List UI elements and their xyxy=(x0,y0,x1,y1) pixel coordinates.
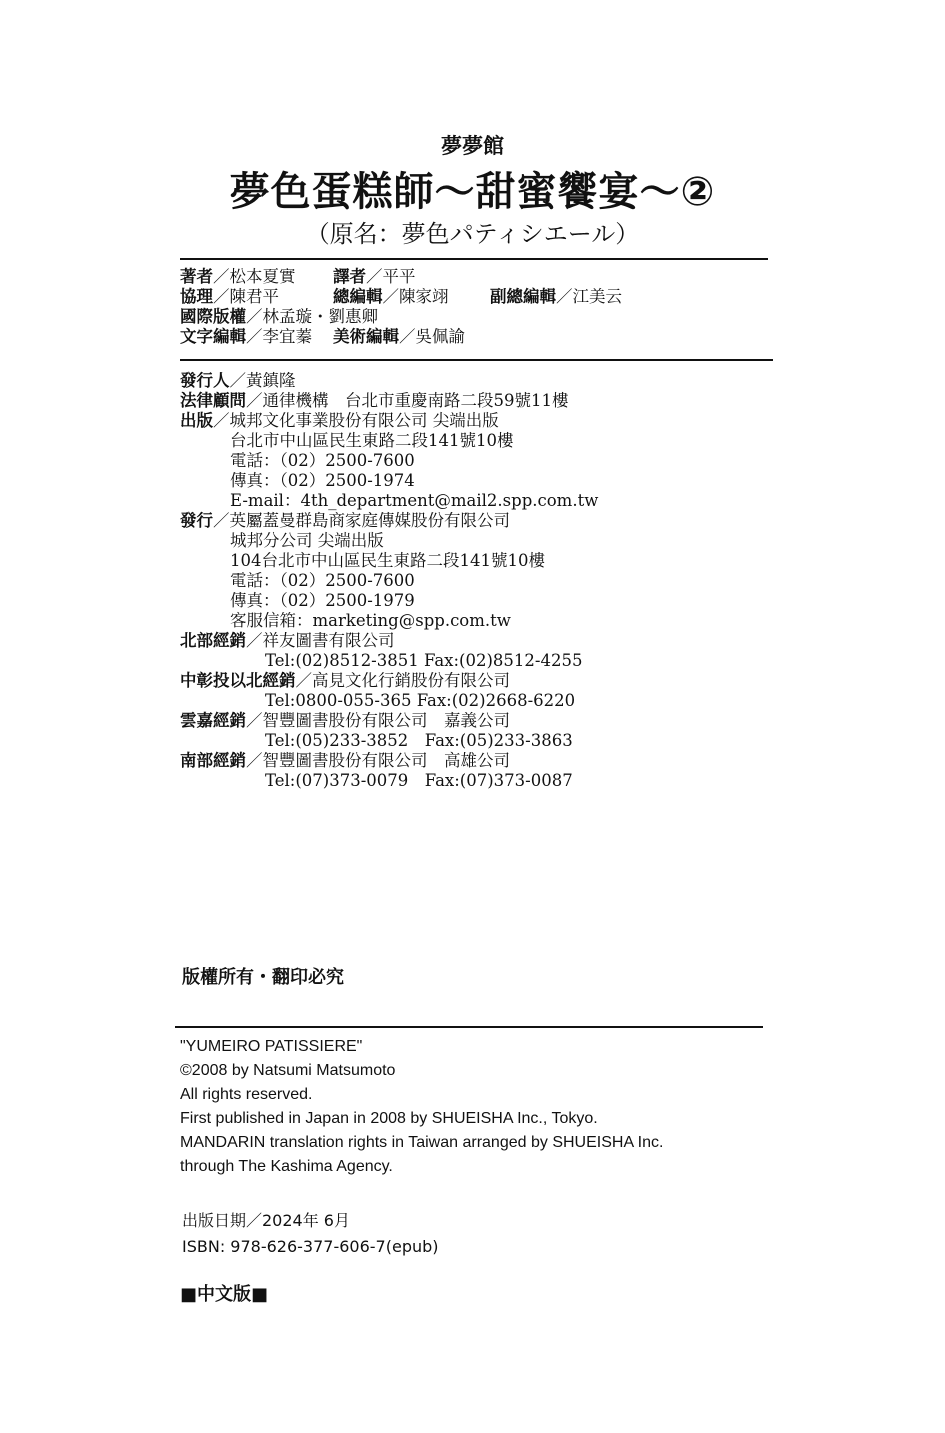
credit-line xyxy=(180,751,510,771)
separator: ／ xyxy=(246,391,263,410)
credit-value: 台北市中山區民生東路二段141號10樓 xyxy=(230,431,514,450)
copyright-notice: 版權所有・翻印必究 xyxy=(182,967,344,988)
credit-value: 英屬蓋曼群島商家庭傳媒股份有限公司 xyxy=(229,511,510,530)
credit-line xyxy=(180,631,395,651)
english-line: MANDARIN translation rights in Taiwan arranged by SHUEISHA Inc. xyxy=(180,1134,664,1151)
separator: ／ xyxy=(213,411,230,430)
separator: ／ xyxy=(382,287,399,306)
separator: ／ xyxy=(246,711,263,730)
credit-value: Tel:(05)233-3852 Fax:(05)233-3863 xyxy=(265,731,573,750)
credit-value: 陳君平 xyxy=(229,287,279,306)
separator: ／ xyxy=(213,511,230,530)
english-line: ©2008 by Natsumi Matsumoto xyxy=(180,1062,396,1079)
credit-line xyxy=(180,671,510,691)
credit-label: 著者 xyxy=(180,267,213,286)
separator: ／ xyxy=(213,267,230,286)
credit-label: 中彰投以北經銷 xyxy=(180,671,296,690)
credit-line xyxy=(230,431,514,451)
separator: ／ xyxy=(213,287,230,306)
credit-value: 吳佩諭 xyxy=(415,327,465,346)
credit-value: 智豐圖書股份有限公司 高雄公司 xyxy=(262,751,510,770)
credit-line xyxy=(180,327,312,347)
credit-line xyxy=(490,287,622,307)
separator: ／ xyxy=(246,327,263,346)
imprint-name: 夢夢館 xyxy=(441,134,504,158)
credit-value: 李宜蓁 xyxy=(262,327,312,346)
credit-label: 發行 xyxy=(180,511,213,530)
credit-line xyxy=(230,531,384,551)
credit-line xyxy=(265,731,573,751)
divider-staff xyxy=(180,359,773,361)
english-line: "YUMEIRO PATISSIERE" xyxy=(180,1038,363,1055)
credit-line xyxy=(230,491,598,511)
credit-label: 國際版權 xyxy=(180,307,246,326)
credit-label: 南部經銷 xyxy=(180,751,246,770)
separator: ／ xyxy=(246,307,263,326)
separator: ／ xyxy=(246,751,263,770)
credit-value: 平平 xyxy=(382,267,416,286)
separator: ／ xyxy=(229,371,246,390)
credit-value: 松本夏實 xyxy=(229,267,296,286)
credit-line xyxy=(230,471,415,491)
credit-label: 文字編輯 xyxy=(180,327,246,346)
credit-line xyxy=(230,451,415,471)
isbn: ISBN: 978-626-377-606-7(epub) xyxy=(182,1237,439,1256)
credit-value: E-mail：4th_department@mail2.spp.com.tw xyxy=(230,491,599,510)
credit-value: 電話：（02）2500-7600 xyxy=(230,571,415,590)
separator: ／ xyxy=(366,267,383,286)
separator: ／ xyxy=(556,287,573,306)
credit-line xyxy=(180,391,569,411)
credit-value: 城邦文化事業股份有限公司 尖端出版 xyxy=(229,411,499,430)
divider-top xyxy=(180,258,768,260)
credit-line xyxy=(333,267,416,287)
separator: ／ xyxy=(295,671,312,690)
credit-line xyxy=(333,327,465,347)
credit-line xyxy=(265,691,575,711)
credit-label: 發行人 xyxy=(180,371,230,390)
credit-value: 陳家翊 xyxy=(399,287,449,306)
credit-label: 協理 xyxy=(180,287,213,306)
credit-line xyxy=(265,771,573,791)
credit-label: 美術編輯 xyxy=(333,327,399,346)
credit-label: 譯者 xyxy=(333,267,366,286)
credit-value: 智豐圖書股份有限公司 嘉義公司 xyxy=(262,711,510,730)
credit-value: 林孟璇・劉惠卿 xyxy=(262,307,378,326)
credit-value: 客服信箱：marketing@spp.com.tw xyxy=(230,611,511,630)
credit-value: 傳真：（02）2500-1979 xyxy=(230,591,415,610)
credit-value: Tel:(02)8512-3851 Fax:(02)8512-4255 xyxy=(265,651,583,670)
credit-value: 高見文化行銷股份有限公司 xyxy=(312,671,510,690)
credit-value: Tel:0800-055-365 Fax:(02)2668-6220 xyxy=(265,691,576,710)
publication-date: 出版日期／2024年 6月 xyxy=(182,1211,350,1230)
credit-label: 雲嘉經銷 xyxy=(180,711,246,730)
credit-line xyxy=(333,287,449,307)
credit-line xyxy=(180,511,510,531)
credit-label: 北部經銷 xyxy=(180,631,246,650)
english-line: through The Kashima Agency. xyxy=(180,1158,393,1175)
credit-value: 傳真：（02）2500-1974 xyxy=(230,471,415,490)
credit-line xyxy=(180,711,510,731)
divider-english xyxy=(175,1026,763,1028)
credit-line xyxy=(180,267,296,287)
credit-line xyxy=(230,571,415,591)
credit-value: 通律機構 台北市重慶南路二段59號11樓 xyxy=(262,391,569,410)
original-title: （原名：夢色パティシエール） xyxy=(305,220,640,248)
separator: ／ xyxy=(246,631,263,650)
credit-value: 江美云 xyxy=(572,287,622,306)
credit-value: Tel:(07)373-0079 Fax:(07)373-0087 xyxy=(265,771,573,790)
credit-line xyxy=(180,371,296,391)
credit-label: 副總編輯 xyxy=(490,287,556,306)
credit-value: 祥友圖書有限公司 xyxy=(262,631,395,650)
credit-line xyxy=(180,411,499,431)
credit-label: 出版 xyxy=(180,411,213,430)
separator: ／ xyxy=(399,327,416,346)
credit-line xyxy=(265,651,582,671)
english-line: First published in Japan in 2008 by SHUEISHA Inc., Tokyo. xyxy=(180,1110,598,1127)
credit-line xyxy=(230,611,511,631)
book-title: 夢色蛋糕師～甜蜜饗宴～② xyxy=(229,169,716,215)
credit-value: 城邦分公司 尖端出版 xyxy=(230,531,384,550)
credit-label: 法律顧問 xyxy=(180,391,246,410)
english-line: All rights reserved. xyxy=(180,1086,313,1103)
credit-value: 104台北市中山區民生東路二段141號10樓 xyxy=(230,551,545,570)
credit-line xyxy=(230,551,545,571)
credit-line xyxy=(180,287,279,307)
credit-line xyxy=(230,591,415,611)
credit-value: 電話：（02）2500-7600 xyxy=(230,451,415,470)
credit-line xyxy=(180,307,378,327)
credit-value: 黃鎮隆 xyxy=(246,371,296,390)
edition-mark: ■中文版■ xyxy=(180,1284,269,1305)
credit-label: 總編輯 xyxy=(333,287,383,306)
